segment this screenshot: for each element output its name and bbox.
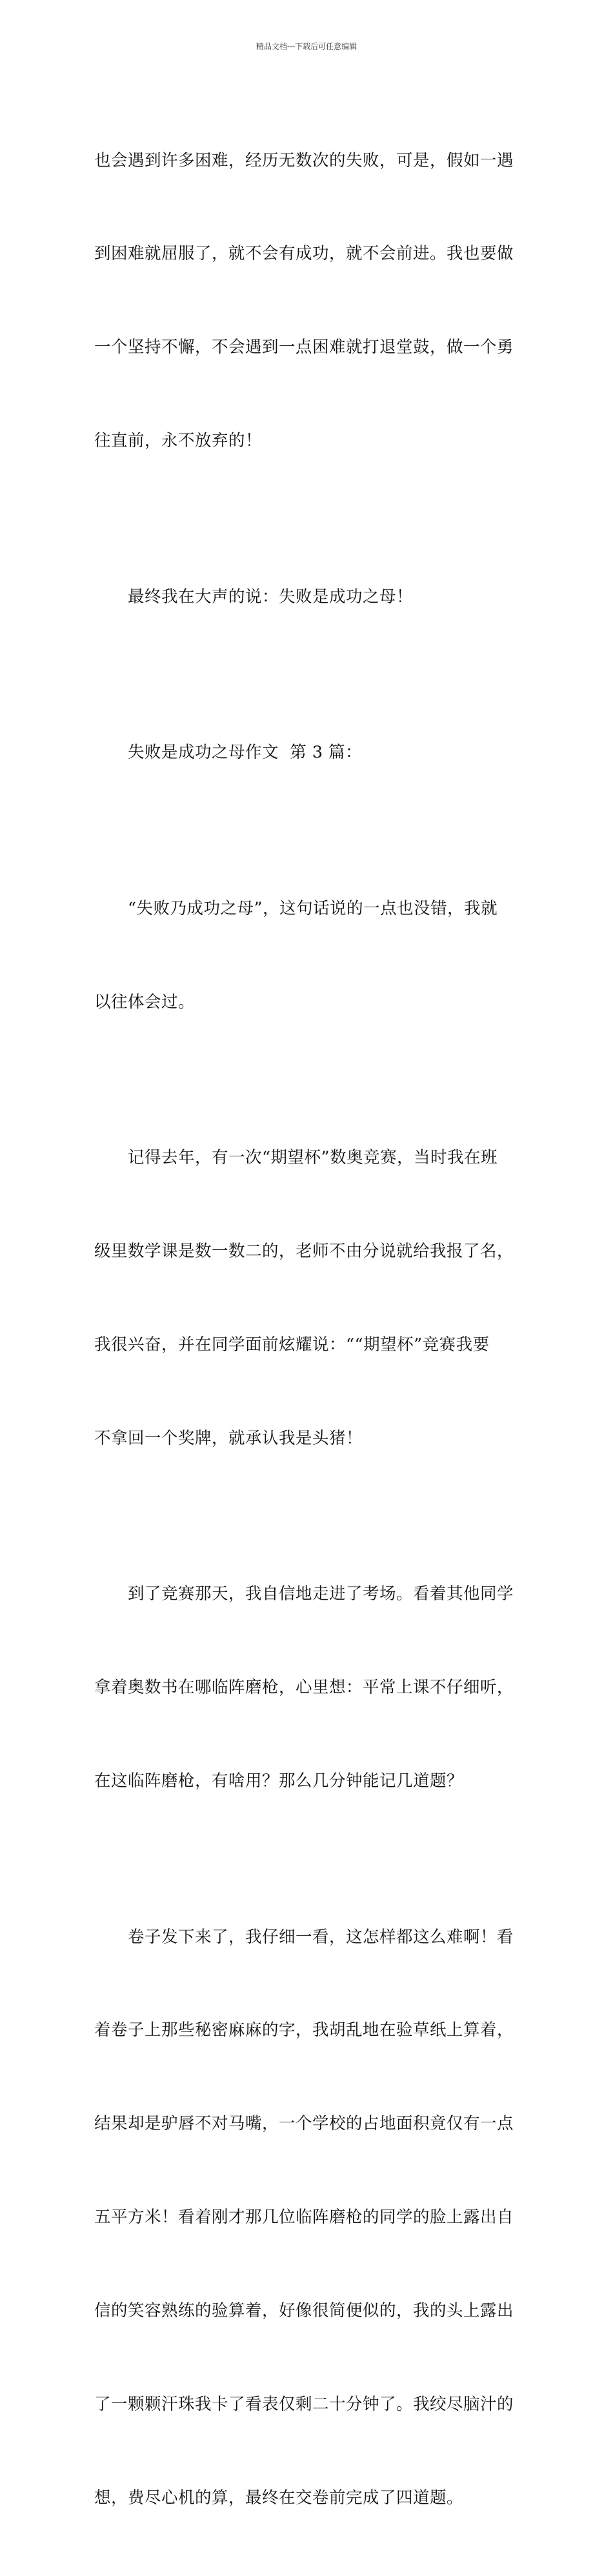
paragraph-4 bbox=[94, 1080, 523, 1516]
text-line: 了一颗颗汗珠我卡了看表仅剩二十分钟了。我绞尽脑汁的 bbox=[94, 2394, 514, 2414]
text-line: 卷子发下来了，我仔细一看，这怎样都这么难啊！看 bbox=[94, 1927, 514, 1947]
text-line: 以往体会过。 bbox=[94, 992, 196, 1012]
paragraph-2 bbox=[94, 519, 523, 674]
text-line: 往直前，永不放弃的！ bbox=[94, 431, 263, 451]
text-line: 记得去年，有一次“期望杯”数奥竞赛，当时我在班 bbox=[94, 1148, 498, 1168]
paragraph-1 bbox=[94, 83, 523, 519]
text-line: 最终我在大声的说：失败是成功之母！ bbox=[94, 587, 414, 607]
text-line: 到了竞赛那天，我自信地走进了考场。看着其他同学 bbox=[94, 1584, 514, 1604]
text-line: 也会遇到许多困难，经历无数次的失败，可是，假如一遇 bbox=[94, 150, 514, 170]
text-line: 一个坚持不懈，不会遇到一点困难就打退堂鼓，做一个勇 bbox=[94, 337, 514, 357]
text-line: 拿着奥数书在哪临阵磨枪，心里想：平常上课不仔细听， bbox=[94, 1678, 514, 1698]
text-line: 在这临阵磨枪，有啥用？那么几分钟能记几道题？ bbox=[94, 1771, 464, 1791]
text-line: 失败是成功之母作文 第 3 篇： bbox=[94, 743, 363, 763]
text-line: 信的笑容熟练的验算着，好像很简便似的，我的头上露出 bbox=[94, 2301, 514, 2321]
paragraph-3 bbox=[94, 830, 523, 1080]
text-line: 我很兴奋，并在同学面前炫耀说：““期望杯”竞赛我要 bbox=[94, 1334, 490, 1354]
text-line: 不拿回一个奖牌，就承认我是头猪！ bbox=[94, 1428, 363, 1448]
text-line: 结果却是驴唇不对马嘴，一个学校的占地面积竟仅有一点 bbox=[94, 2114, 514, 2134]
page-header: 精品文档---下载后可任意编辑 bbox=[256, 42, 357, 51]
text-line: 五平方米！看着刚才那几位临阵磨枪的同学的脸上露出自 bbox=[94, 2208, 514, 2228]
text-line: “失败乃成功之母”，这句话说的一点也没错，我就 bbox=[94, 898, 498, 918]
text-line: 着卷子上那些秘密麻麻的字，我胡乱地在验草纸上算着， bbox=[94, 2020, 514, 2040]
document-body bbox=[94, 83, 523, 2576]
section-heading bbox=[94, 675, 523, 830]
text-line: 级里数学课是数一数二的，老师不由分说就给我报了名， bbox=[94, 1241, 514, 1261]
text-line: 到困难就屈服了，就不会有成功，就不会前进。我也要做 bbox=[94, 244, 514, 264]
paragraph-5 bbox=[94, 1516, 523, 1859]
text-line: 想，费尽心机的算，最终在交卷前完成了四道题。 bbox=[94, 2488, 464, 2508]
paragraph-6 bbox=[94, 1859, 523, 2576]
